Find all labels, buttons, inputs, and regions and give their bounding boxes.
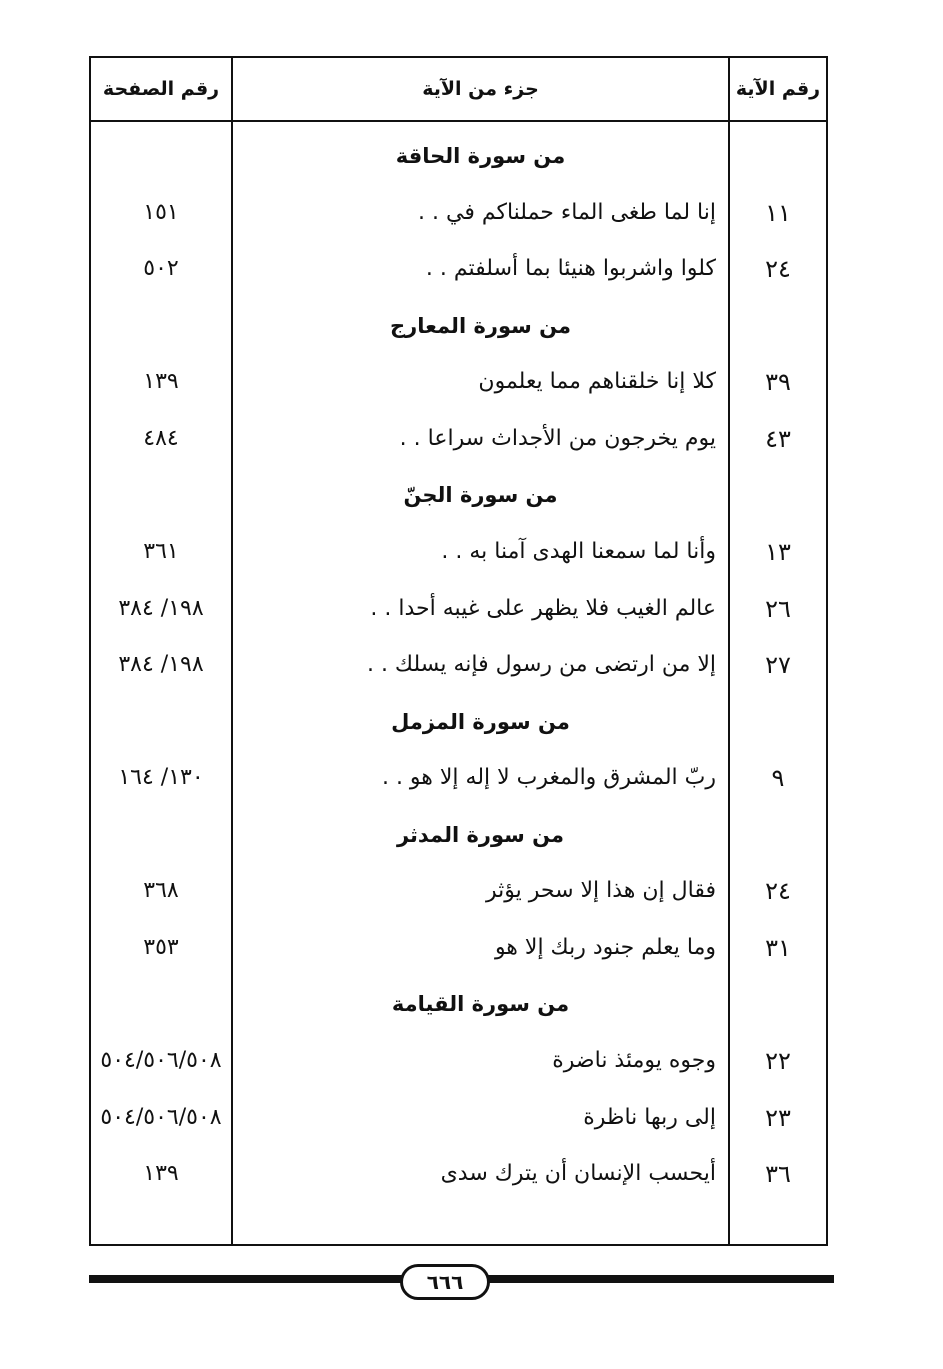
surah-heading [91, 700, 826, 744]
verse-text: يوم يخرجون من الأجداث سراعا . . [399, 426, 716, 451]
page-number: ١٩٨/ ٣٨٤ [118, 596, 204, 621]
page-number: ١٥١ [143, 200, 179, 225]
table-row [91, 643, 826, 687]
verse-text: إنا لما طغى الماء حملناكم في . . [418, 200, 716, 225]
verse-text: كلوا واشربوا هنيئا بما أسلفتم . . [425, 256, 716, 281]
table-row [91, 191, 826, 235]
surah-heading [91, 813, 826, 857]
verse-number-header: رقم الآية [735, 78, 821, 100]
verse-number: ٤٣ [765, 425, 791, 453]
verse-number: ٢٤ [765, 877, 791, 905]
table-header [91, 58, 826, 122]
verse-number: ٣٩ [765, 368, 791, 396]
verse-text: وما يعلم جنود ربك إلا هو [494, 935, 716, 960]
page-number: ١٣٩ [143, 1161, 179, 1186]
table-row [91, 1039, 826, 1083]
verse-number: ٣١ [765, 934, 791, 962]
verse-number: ٢٧ [765, 651, 791, 679]
surah-title: من سورة المدثر [396, 823, 565, 847]
index-table [89, 56, 828, 1246]
verse-number: ٢٦ [765, 595, 791, 623]
page-number: ٥٠٤/٥٠٦/٥٠٨ [100, 1105, 222, 1130]
page-number: ٣٥٣ [143, 935, 179, 960]
page-number: ١٣٩ [143, 369, 179, 394]
surah-title: من سورة القيامة [391, 992, 570, 1016]
verse-text: وأنا لما سمعنا الهدى آمنا به . . [441, 539, 716, 564]
surah-title: من سورة المعارج [390, 314, 571, 338]
verse-number: ١١ [765, 199, 791, 227]
table-row [91, 530, 826, 574]
table-row [91, 926, 826, 970]
verse-text: إلى ربها ناظرة [583, 1105, 716, 1130]
page-number-badge: ٦٦٦ [400, 1264, 490, 1300]
verse-number: ٢٢ [765, 1047, 791, 1075]
page-number: ٣٦١ [143, 539, 179, 564]
verse-text: ربّ المشرق والمغرب لا إله إلا هو . . [381, 765, 716, 790]
table-row [91, 417, 826, 461]
table-row [91, 247, 826, 291]
page-number: ١٩٨/ ٣٨٤ [118, 652, 204, 677]
verse-number: ٢٣ [765, 1104, 791, 1132]
surah-title: من سورة المزمل [391, 710, 570, 734]
verse-number: ٢٤ [765, 255, 791, 283]
page-number-header: رقم الصفحة [102, 78, 220, 100]
surah-heading [91, 304, 826, 348]
surah-heading [91, 982, 826, 1026]
page-number: ١٣٠/ ١٦٤ [118, 765, 204, 790]
verse-text-header: جزء من الآية [422, 78, 539, 100]
verse-text: وجوه يومئذ ناضرة [552, 1048, 716, 1073]
verse-number: ٣٦ [765, 1160, 791, 1188]
surah-title: من سورة الحاقة [395, 144, 566, 168]
verse-text: كلا إنا خلقناهم مما يعلمون [478, 369, 716, 394]
page-number: ٤٨٤ [143, 426, 179, 451]
verse-text: عالم الغيب فلا يظهر على غيبه أحدا . . [370, 596, 716, 621]
verse-number: ١٣ [765, 538, 791, 566]
surah-heading [91, 473, 826, 517]
table-row [91, 587, 826, 631]
surah-title: من سورة الجنّ [403, 483, 558, 507]
verse-text: إلا من ارتضى من رسول فإنه يسلك . . [366, 652, 716, 677]
table-row [91, 756, 826, 800]
table-row [91, 1152, 826, 1196]
page-number: ٥٠٤/٥٠٦/٥٠٨ [100, 1048, 222, 1073]
table-row [91, 360, 826, 404]
verse-number: ٩ [771, 764, 785, 792]
table-row [91, 869, 826, 913]
table-row [91, 1096, 826, 1140]
page-number: ٣٦٨ [143, 878, 179, 903]
verse-text: فقال إن هذا إلا سحر يؤثر [485, 878, 716, 903]
surah-heading [91, 134, 826, 178]
verse-text: أيحسب الإنسان أن يترك سدى [440, 1161, 716, 1186]
page-number: ٥٠٢ [143, 256, 179, 281]
